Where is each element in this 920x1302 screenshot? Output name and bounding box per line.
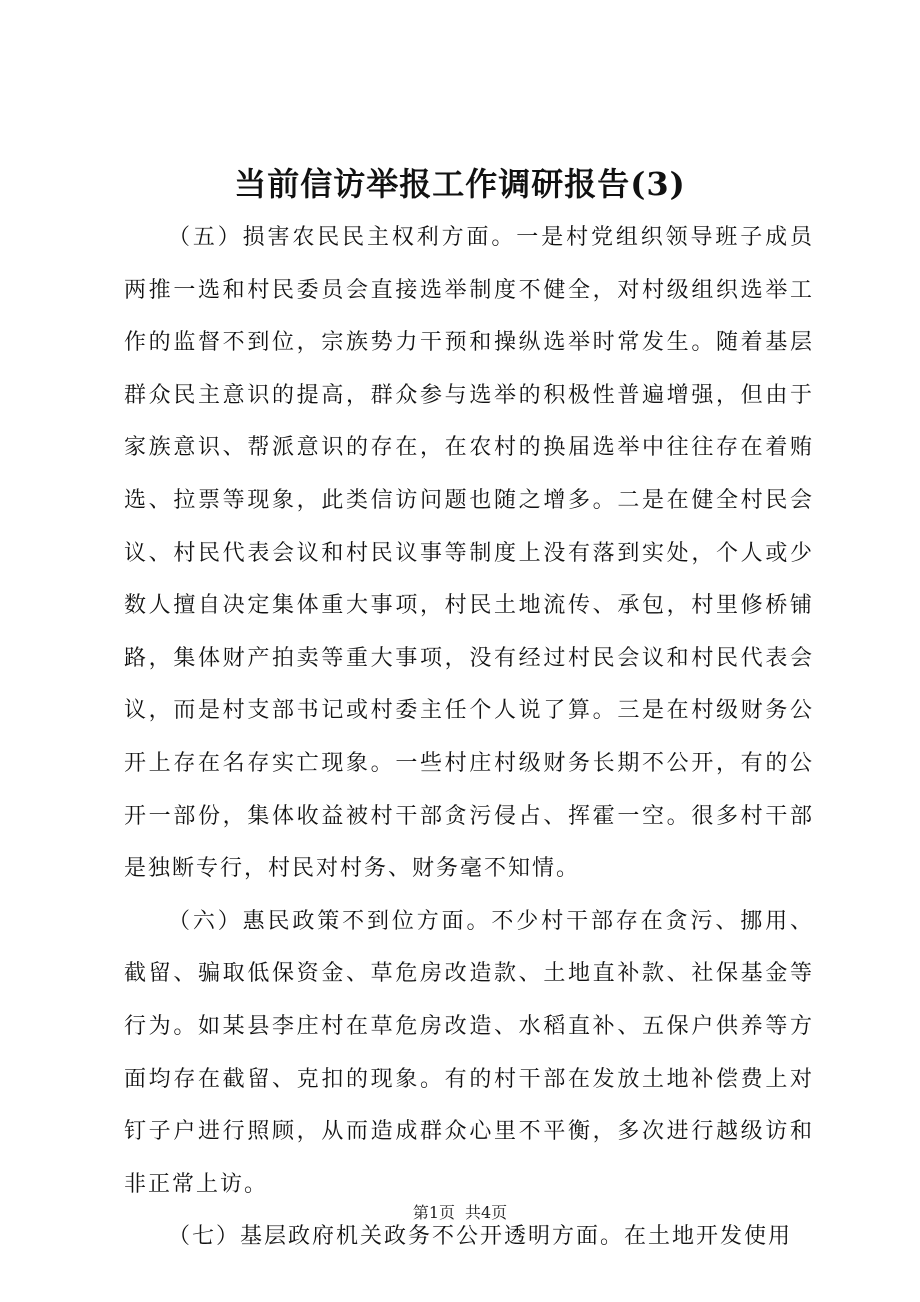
paragraph-five: （五）损害农民民主权利方面。一是村党组织领导班子成员两推一选和村民委员会直接选举制度不健全，对村级组织选举工作的监督不到位，宗族势力干预和操纵选举时常发生。随着基层群众民主意识的提高，群众参与选举的积极性普遍增强，但由于家族意识、帮派意识的存在，在农村的换届选举中往往存在着贿选、拉票等现象，此类信访问题也随之增多。二是在健全村民会议、村民代表会议和村民议事等制度上没有落到实处，个人或少数人擅自决定集体重大事项，村民土地流传、承包，村里修桥铺路，集体财产拍卖等重大事项，没有经过村民会议和村民代表会议，而是村支部书记或村委主任个人说了算。三是在村级财务公开上存在名存实亡现象。一些村庄村级财务长期不公开，有的公开一部份，集体收益被村干部贪污侵占、挥霍一空。很多村干部是独断专行，村民对村务、财务毫不知情。	[124, 225, 814, 882]
page-footer	[0, 1201, 920, 1225]
document-title: 当前信访举报工作调研报告(3)	[234, 165, 686, 203]
document-body	[124, 212, 814, 1264]
paragraph-six: （六）惠民政策不到位方面。不少村干部存在贪污、挪用、截留、骗取低保资金、草危房改造款、土地直补款、社保基金等行为。如某县李庄村在草危房改造、水稻直补、五保户供养等方面均存在截留、克扣的现象。有的村干部在发放土地补偿费上对钉子户进行照顾，从而造成群众心里不平衡，多次进行越级访和非正常上访。	[124, 908, 814, 1197]
total-pages: 共4页	[465, 1203, 508, 1222]
page-number: 第1页	[412, 1203, 455, 1222]
paragraph-seven: （七）基层政府机关政务不公开透明方面。在土地开发使用	[168, 1224, 793, 1250]
